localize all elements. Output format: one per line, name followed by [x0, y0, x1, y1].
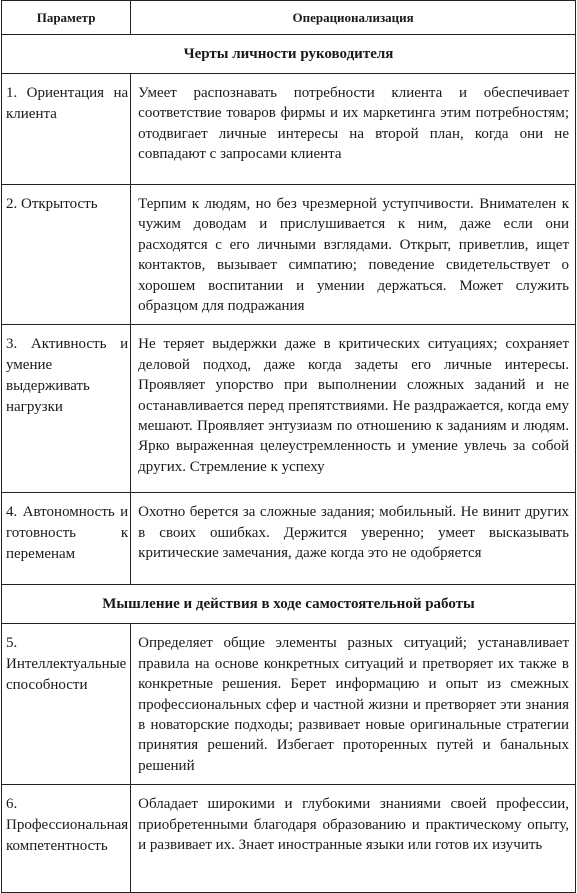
param-cell: 5. Интеллектуальные способности — [2, 624, 131, 785]
desc-cell: Умеет распознавать потребности клиента и обеспечивает соответствие товаров фирмы и их маркетинга этим потребностям; отодвигает личные интересы на второй план, когда они не совпадают с запросами клиента — [131, 74, 576, 185]
desc-cell: Определяет общие элементы разных ситуаций; устанавливает правила на основе конкретных ситуаций и претворяет их также в конкретные решения. Берет информацию и опыт из смежных профессиональных сфер и частной жизни и претворяет эти знания в новаторские подходы; развивает новые оригинальные стратегии принятия решений. Избегает проторенных путей и банальных решений — [131, 624, 576, 785]
param-cell: 6. Профессиональная компетентность — [2, 785, 131, 893]
table-row — [2, 624, 576, 785]
param-cell: 4. Автономность и готовность к переменам — [2, 493, 131, 585]
table-row — [2, 785, 576, 893]
desc-cell: Не теряет выдержки даже в критических ситуациях; сохраняет деловой подход, даже когда задеты его личные интересы. Проявляет упорство при выполнении сложных заданий и не останавливается перед препятствиями. Не раздражается, когда ему мешают. Проявляет энтузиазм по отношению к заданиям и людям. Ярко выраженная целеустремленность и умение увлечь за собой других. Стремление к успеху — [131, 325, 576, 493]
desc-cell: Терпим к людям, но без чрезмерной уступчивости. Внимателен к чужим доводам и прислушивается к ним, даже если они расходятся с его личными взглядами. Открыт, приветлив, ищет контактов, вызывает симпатию; поведение свидетельствует о хорошем воспитании и умении держаться. Может служить образцом для подражания — [131, 185, 576, 325]
table-row — [2, 74, 576, 185]
desc-cell: Обладает широкими и глубокими знаниями своей профессии, приобретенными благодаря образованию и практическому опыту, и развивает их. Знает иностранные языки или готов их изучить — [131, 785, 576, 893]
header-row — [2, 1, 576, 35]
section-title-thinking: Мышление и действия в ходе самостоятельной работы — [2, 585, 576, 624]
header-operationalization: Операционализация — [131, 1, 576, 35]
desc-cell: Охотно берется за сложные задания; мобильный. Не винит других в своих ошибках. Держится уверенно; умеет высказывать критические замечания, даже когда это не одобряется — [131, 493, 576, 585]
table-row — [2, 325, 576, 493]
competency-table — [1, 0, 576, 893]
table-row — [2, 493, 576, 585]
param-cell: 1. Ориентация на клиента — [2, 74, 131, 185]
param-cell: 2. Открытость — [2, 185, 131, 325]
param-cell: 3. Активность и умение выдерживать нагрузки — [2, 325, 131, 493]
section-title-personality: Черты личности руководителя — [2, 35, 576, 74]
header-param: Параметр — [2, 1, 131, 35]
section-row — [2, 585, 576, 624]
table-row — [2, 185, 576, 325]
section-row — [2, 35, 576, 74]
